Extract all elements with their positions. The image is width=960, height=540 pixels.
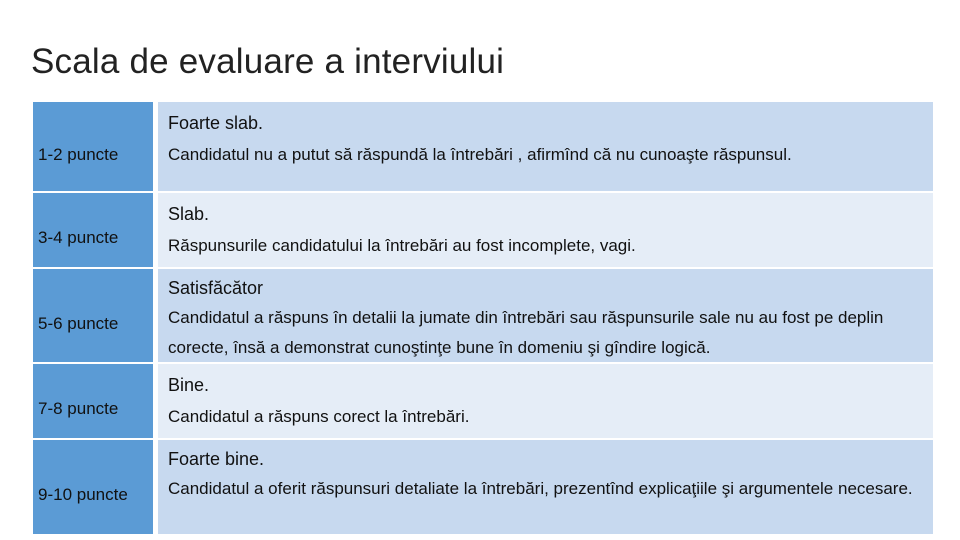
rating-description: Candidatul a răspuns corect la întrebări.: [168, 407, 470, 426]
score-cell: [33, 269, 153, 362]
rating-heading: Slab.: [168, 204, 210, 224]
rating-description: Răspunsurile candidatului la întrebări au fost incomplete, vagi.: [168, 236, 636, 255]
slide-title: Scala de evaluare a interviului: [31, 42, 505, 81]
table-row: [33, 269, 933, 364]
score-cell: [33, 193, 153, 267]
table-row: [33, 193, 933, 269]
description-cell: [153, 269, 933, 362]
rating-heading: Foarte slab.: [168, 113, 264, 133]
description-cell: [153, 102, 933, 191]
table-row: [33, 440, 933, 534]
score-cell: [33, 440, 153, 534]
rating-description: Candidatul a răspuns în detalii la jumate din întrebări sau răspunsurile sale nu au fost pe deplin corecte, însă a demonstrat cunoştinţe bune în domeniu şi gîndire logică.: [168, 308, 884, 357]
score-label: 7-8 puncte: [38, 399, 119, 418]
description-cell: [153, 440, 933, 534]
score-label: 3-4 puncte: [38, 228, 119, 247]
score-label: 5-6 puncte: [38, 313, 119, 333]
table-row: [33, 102, 933, 193]
score-label: 9-10 puncte: [38, 485, 128, 504]
description-cell: [153, 193, 933, 267]
rating-heading: Satisfăcător: [168, 278, 264, 298]
description-cell: [153, 364, 933, 438]
score-cell: [33, 102, 153, 191]
rating-heading: Bine.: [168, 375, 210, 395]
score-label: 1-2 puncte: [38, 144, 119, 164]
rating-description: Candidatul nu a putut să răspundă la întrebări , afirmînd că nu cunoaşte răspunsul.: [168, 145, 792, 164]
rating-description: Candidatul a oferit răspunsuri detaliate la întrebări, prezentînd explicaţiile şi argumentele necesare.: [168, 479, 913, 498]
rating-heading: Foarte bine.: [168, 449, 265, 469]
table-row: [33, 364, 933, 440]
evaluation-scale-table: [33, 102, 933, 534]
score-cell: [33, 364, 153, 438]
